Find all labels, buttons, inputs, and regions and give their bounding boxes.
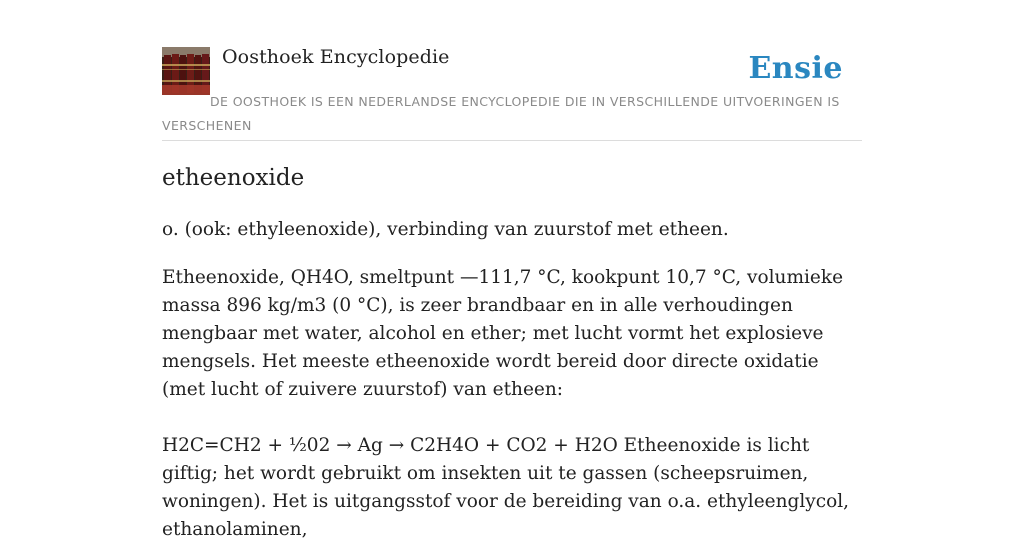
- article-paragraph: Etheenoxide, QH4O, smeltpunt —111,7 °C, kookpunt 10,7 °C, volumieke massa 896 kg/m3 (0 °C), is zeer brandbaar en in alle verhoudingen mengbaar met water, alcohol en ether; met lucht vormt het explosieve mengsels. Het meeste etheenoxide wordt bereid door directe oxidatie (met lucht of zuivere zuurstof) van etheen:: [162, 267, 844, 400]
- article-paragraph: H2C=CH2 + ½02 → Ag → C2H4O + CO2 + H2O Etheenoxide is licht giftig; het wordt gebruikt om insekten uit te gassen (scheepsruimen, woningen). Het is uitgangsstof voor de bereiding van o.a. ethyleenglycol, ethanolaminen,: [162, 435, 850, 540]
- site-title[interactable]: Oosthoek Encyclopedie: [222, 46, 450, 68]
- article-title: etheenoxide: [162, 165, 305, 191]
- site-header: [162, 46, 862, 141]
- brand-logo[interactable]: Ensie: [748, 51, 843, 86]
- article-paragraph: o. (ook: ethyleenoxide), verbinding van zuurstof met etheen.: [162, 219, 729, 240]
- site-tagline: DE OOSTHOEK IS EEN NEDERLANDSE ENCYCLOPEDIE DIE IN VERSCHILLENDE UITVOERINGEN IS VERSCHENEN: [162, 94, 840, 133]
- encyclopedia-books-avatar[interactable]: [162, 47, 210, 95]
- books-icon: [162, 47, 210, 95]
- article: [162, 160, 862, 544]
